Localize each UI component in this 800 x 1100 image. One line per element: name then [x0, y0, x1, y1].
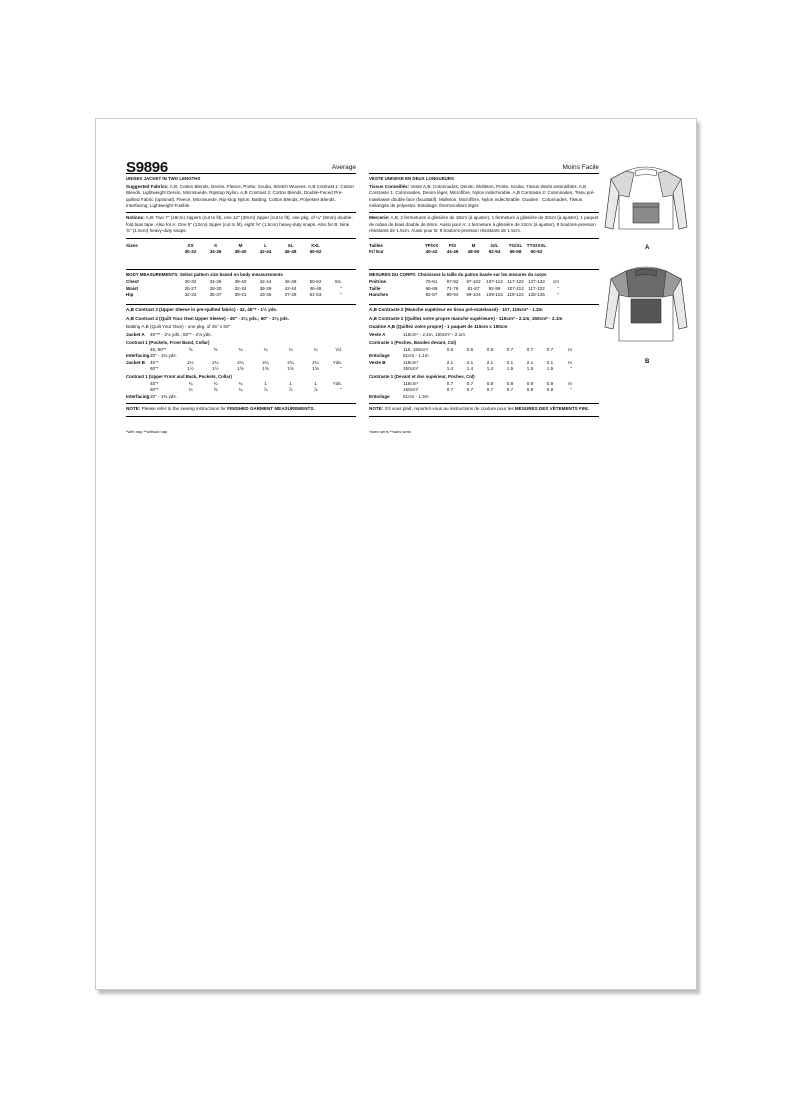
- yardage-cell: 0.7: [506, 387, 514, 393]
- size-range-cell: 40-42: [425, 249, 438, 255]
- footnote: *with nap **without nap: [126, 428, 168, 434]
- yardage-cell: 1: [264, 381, 267, 387]
- measurement-cell: 117-122: [507, 279, 524, 285]
- measurement-cell: 109-115: [486, 291, 503, 297]
- size-cell: L: [264, 242, 267, 248]
- divider: [369, 238, 599, 239]
- yardage-cell: 0.9: [546, 381, 554, 387]
- contrast1b-heading: Contrast 1 (Upper Front and Back, Pockets, Collar): [126, 373, 232, 379]
- size-range-cell: 30-32: [184, 249, 197, 255]
- fabric-width: 150cm*: [403, 387, 419, 393]
- contrast2-line: A,B Contrast 2 (Quilt Your Own Upper Sleeve) - 45" - 2⅛ yds.; 60" - 2⅛ yds.: [126, 315, 289, 321]
- measurement-cell: 107-112: [486, 279, 503, 285]
- yardage-cell: 1⅝: [262, 365, 269, 371]
- yardage-cell: 2¼: [187, 359, 194, 365]
- yardage-cell: 1½: [212, 365, 219, 371]
- batting-line: Ouatine A,B (Quiltez votre propre) - 1 paquet de 115cm x 150cm: [369, 324, 508, 330]
- yardage-cell: ⅝: [213, 387, 218, 393]
- unit-cell: ": [570, 365, 572, 371]
- size-cell: P/S: [448, 242, 457, 248]
- yardage-cell: 0.7: [486, 387, 494, 393]
- measurement-cell: 32-34: [234, 285, 247, 291]
- size-range-cell: 56-58: [509, 249, 522, 255]
- pattern-number: S9896: [126, 159, 168, 176]
- measurement-cell: 42-44: [259, 279, 272, 285]
- contrast2-line: A,B Contraste 2 (Quiltez votre propre manche supérieure) - 115cm* - 2.1m, 150cm* - 2.1m: [369, 315, 563, 321]
- unit-cell: ": [340, 291, 342, 297]
- divider: [126, 212, 356, 213]
- yardage-cell: 1.5: [506, 365, 514, 371]
- row-label: Jacket B: [126, 359, 145, 365]
- unit-cell: Yds.: [332, 359, 342, 365]
- unit-cell: ": [557, 285, 559, 291]
- fabric-width: 115, 150cm*: [403, 346, 429, 352]
- view-b-jacket-back: [605, 267, 687, 341]
- yardage-cell: ¾: [188, 387, 193, 393]
- size-cell: XS: [187, 242, 194, 248]
- fabric-width: 51cm - 1.3m: [403, 393, 429, 399]
- fabric-width: 45"*: [150, 359, 159, 365]
- yardage-cell: 1: [289, 381, 292, 387]
- yardage-cell: 2.1: [446, 359, 454, 365]
- yardage-cell: 0.7: [526, 346, 534, 352]
- yardage-cell: ¾: [238, 387, 243, 393]
- measurement-cell: 127-132: [528, 279, 545, 285]
- yardage-cell: 0.6: [446, 346, 454, 352]
- fabrics-label: Tissus Conseillés:: [369, 183, 410, 189]
- body-measurements-table: [369, 279, 599, 298]
- fabric-width: 20" - 1⅜ yds.: [150, 353, 177, 359]
- yardage-cell: 2.1: [486, 359, 494, 365]
- divider: [369, 269, 599, 270]
- measurement-cell: 119-124: [507, 291, 524, 297]
- yardage-table: [369, 381, 599, 400]
- yardage-table: [126, 381, 356, 400]
- jacket-a-label: Jacket A: [126, 331, 145, 337]
- body-measurements-heading: BODY MEASUREMENTS: Select pattern size based on body measurements: [126, 271, 283, 277]
- measurement-cell: 39-41: [234, 291, 247, 297]
- unit-cell: ": [340, 365, 342, 371]
- english-column: [126, 159, 356, 434]
- body-measurements-heading: MESURES DU CORPS: Choisissez la taille du patron basée sur les mesures du corps: [369, 271, 547, 277]
- size-cell: TTG/XXL: [526, 242, 547, 248]
- note-paragraph: [369, 406, 599, 412]
- yardage-cell: ⅞: [313, 387, 318, 393]
- jacket-a-text: 115cm* - 2.4m, 150cm* - 2.1m: [403, 331, 465, 337]
- yardage-cell: 0.7: [546, 346, 554, 352]
- row-label: Hip: [126, 291, 134, 297]
- notions-paragraph: [126, 215, 356, 234]
- yardage-cell: ¾: [238, 381, 243, 387]
- divider: [126, 304, 356, 305]
- yardage-cell: 0.6: [466, 346, 474, 352]
- view-a-label: A: [645, 245, 650, 251]
- fabric-width: 51cm - 1.1m: [403, 353, 429, 359]
- note-label: NOTE:: [126, 406, 141, 412]
- yardage-cell: 2¼: [212, 359, 219, 365]
- unit-cell: Yd.: [335, 346, 342, 352]
- divider: [369, 304, 599, 305]
- yardage-cell: 0.7: [506, 346, 514, 352]
- yardage-cell: 2¼: [312, 359, 319, 365]
- title-row: [369, 159, 599, 174]
- measurement-cell: 82-87: [425, 291, 438, 297]
- sizes-header: [126, 243, 356, 256]
- fabric-width: 115cm*: [403, 381, 419, 387]
- yardage-cell: 0.8: [526, 387, 534, 393]
- yardage-cell: ¾: [313, 346, 318, 352]
- size-cell: G/L: [490, 242, 499, 248]
- yardage-cell: 1.5: [546, 365, 554, 371]
- yardage-cell: 1.5: [526, 365, 534, 371]
- row-label: Entoilage: [369, 393, 390, 399]
- divider: [126, 416, 356, 417]
- measurement-cell: 26-27: [184, 285, 197, 291]
- yardage-table: [126, 347, 356, 373]
- note-text: S'il vous plaît, reportez-vous au instructions de couture pour les: [384, 406, 514, 412]
- fabric-width: 45"*: [150, 381, 159, 387]
- measurement-cell: 36-39: [259, 285, 272, 291]
- unit-cell: ": [570, 387, 572, 393]
- measurement-cell: 28-30: [209, 285, 222, 291]
- sizes-label: Sizes: [126, 242, 138, 248]
- notions-text: A,B: 2 fermetures à glissière de 18cm (à ajuster), 1 fermeture à glissière de 30cm (à ajuster), 1 paquet de ruban de biais double de 6mm. Aussi pour A: 1 fermeture à glissière de 13cm (à ajuster), 8 boutons-pression résistants de 1.5cm. Aussi pour B: 9 boutons-pression résistants de 1.5cm.: [369, 215, 599, 234]
- note-bold: MESURES DES VÊTEMENTS FINI.: [514, 406, 589, 412]
- contrast2-line: A,B Contrast 2 (Upper Sleeve in pre-quilted fabric) - 42, 45"* - 1½ yds.: [126, 307, 278, 313]
- measurement-cell: 50-52: [309, 279, 322, 285]
- yardage-cell: 1.4: [486, 365, 494, 371]
- measurement-cell: 107-112: [507, 285, 524, 291]
- yardage-cell: 2.1: [526, 359, 534, 365]
- yardage-cell: 2.1: [506, 359, 514, 365]
- yardage-cell: 2.1: [466, 359, 474, 365]
- measurement-cell: 46-48: [309, 285, 322, 291]
- measurement-cell: 30-32: [184, 279, 197, 285]
- fabric-width: 115cm*: [403, 359, 419, 365]
- measurement-cell: 97-102: [466, 279, 481, 285]
- yardage-cell: 2¼: [262, 359, 269, 365]
- yardage-cell: 0.7: [466, 387, 474, 393]
- unit-cell: m: [568, 346, 572, 352]
- measurement-cell: 32-34: [184, 291, 197, 297]
- contrast1-heading: Contraste 1 (Poches, Bandes devant, Col): [369, 339, 457, 345]
- size-cell: TG/XL: [508, 242, 523, 248]
- size-range-cell: 60-62: [530, 249, 543, 255]
- jacket-a-row: [369, 332, 599, 338]
- yardage-cell: 2¼: [237, 359, 244, 365]
- row-label: Waist: [126, 285, 139, 291]
- yardage-cell: ¾: [188, 381, 193, 387]
- fabrics-text: Veste A,B: Cotonnades, Denim, Molleton, Ponte, Scuba, Tissus tissés extensibles. A,B Contraste 1: Cotonnades, Denim léger, Microfibre, Nylon indéchirable. A,B Contraste 2: Cotonnades, Tissu pré-matelassé double face (facultatif), Molleton, Microfibre, Nylon indéchirable. Ouatine : Cotonnades, Tissus mélangés de polyester. Entoilage: thermocollant léger.: [369, 183, 595, 208]
- fabrics-label: Suggested Fabrics:: [126, 183, 169, 189]
- unit-cell: ": [340, 285, 342, 291]
- fabric-width: 45, 60"*: [150, 346, 167, 352]
- fabric-width: 60"*: [150, 387, 159, 393]
- size-range-cell: 50-52: [309, 249, 322, 255]
- measurement-cell: 71-76: [446, 285, 459, 291]
- yardage-cell: 1⅝: [312, 365, 319, 371]
- size-cell: M: [238, 242, 243, 248]
- yardage-cell: 1.4: [466, 365, 474, 371]
- measurement-cell: 76-81: [425, 279, 438, 285]
- size-range-cell: 44-46: [446, 249, 459, 255]
- measurement-cell: 38-40: [234, 279, 247, 285]
- unit-cell: ": [557, 291, 559, 297]
- yardage-cell: 0.7: [466, 381, 474, 387]
- row-label: Poitrine: [369, 279, 387, 285]
- contrast1-heading: Contrast 1 (Pockets, Front Band, Collar): [126, 339, 210, 345]
- size-cell: XXL: [311, 242, 320, 248]
- yardage-cell: 1⅝: [287, 365, 294, 371]
- row-label: [369, 366, 403, 372]
- yardage-cell: 1: [314, 381, 317, 387]
- measurement-cell: 51-53: [309, 291, 322, 297]
- notions-text: A,B: Two 7" (18cm) zippers (cut to fit), one 12" (30cm) zipper (cut to fit), one pkg. of ¼" (6mm) double-fold bias tape. Also for A: One 5" (13cm) zipper (cut to fit), eight ⅝" (1.5cm) heavy-duty snaps. Also for B: Nine ⅝" (1.5cm) heavy-duty snaps.: [126, 215, 353, 234]
- sizes-sub-label: Fr/ Eur: [369, 249, 384, 255]
- row-label: Interfacing: [126, 393, 150, 399]
- measurement-cell: 42-44: [284, 285, 297, 291]
- size-cell: S: [213, 242, 218, 248]
- fabric-width: 150cm*: [403, 365, 419, 371]
- jacket-a-row: [126, 332, 356, 338]
- row-label: [126, 366, 150, 372]
- divider: [126, 269, 356, 270]
- size-cell: TP/XS: [424, 242, 439, 248]
- yardage-cell: 2¼: [287, 359, 294, 365]
- yardage-cell: ⅝: [213, 346, 218, 352]
- divider: [126, 403, 356, 404]
- fabric-width: 60"*: [150, 365, 159, 371]
- yardage-cell: 0.6: [486, 346, 494, 352]
- body-measurements-table: [126, 279, 356, 298]
- yardage-cell: ¾: [213, 381, 218, 387]
- row-label: Veste B: [369, 359, 386, 365]
- yardage-table: [369, 347, 599, 373]
- divider: [369, 212, 599, 213]
- note-text: Please refer to the sewing instructions for: [141, 406, 226, 412]
- yardage-cell: ¾: [288, 346, 293, 352]
- contrast1b-heading: Contraste 1 (Devant et dos supérieur, Poches, Col): [369, 373, 475, 379]
- size-range-cell: 34-36: [209, 249, 222, 255]
- garment-title: UNISEX JACKET IN TWO LENGTHS: [126, 175, 201, 181]
- measurement-cell: 117-122: [528, 285, 545, 291]
- measurement-cell: 128-135: [528, 291, 545, 297]
- pattern-envelope-back: [95, 118, 697, 990]
- yardage-cell: 2.1: [546, 359, 554, 365]
- unit-cell: cm: [552, 279, 559, 285]
- measurement-cell: 47-49: [284, 291, 297, 297]
- unit-cell: Yds.: [332, 381, 342, 387]
- size-cell: M: [471, 242, 476, 248]
- yardage-cell: 1.4: [446, 365, 454, 371]
- unit-cell: ": [340, 387, 342, 393]
- yardage-cell: ⅝: [188, 346, 193, 352]
- fabric-width: 20" - 1⅜ yds.: [150, 393, 177, 399]
- yardage-cell: 0.9: [526, 381, 534, 387]
- measurement-cell: 34-36: [209, 279, 222, 285]
- footnote: *avec sens **sans sens: [369, 428, 411, 434]
- measurement-cell: 92-99: [488, 285, 501, 291]
- skill-level: Moins Facile: [562, 163, 599, 171]
- jacket-a-text: 45"** - 2⅛ yds.; 60"* - 2⅛ yds.: [150, 331, 212, 337]
- measurement-cell: 89-94: [446, 291, 459, 297]
- yardage-cell: 0.7: [446, 381, 454, 387]
- row-label: Taille: [369, 285, 381, 291]
- jacket-a-label: Veste A: [369, 331, 386, 337]
- measurement-cell: 99-104: [466, 291, 481, 297]
- unit-cell: m: [568, 359, 572, 365]
- measurement-cell: 87-92: [446, 279, 459, 285]
- size-range-cell: 46-48: [284, 249, 297, 255]
- unit-cell: m: [568, 381, 572, 387]
- yardage-cell: 1⅝: [237, 365, 244, 371]
- contrast2-line: A,B Contraste 2 (Manche supérieur en tissu pré-matelassé) - 107, 115cm* - 1.3m: [369, 307, 543, 313]
- fabrics-paragraph: [369, 184, 599, 210]
- yardage-cell: 1½: [187, 365, 194, 371]
- yardage-cell: 0.8: [506, 381, 514, 387]
- french-column: [369, 159, 599, 434]
- garment-title: VESTE UNISEXE EN DEUX LONGUEURS: [369, 175, 454, 181]
- measurement-cell: 81-87: [467, 285, 480, 291]
- note-bold: FINISHED GARMENT MEASUREMENTS.: [227, 406, 315, 412]
- measurement-cell: 46-48: [284, 279, 297, 285]
- notions-paragraph: [369, 215, 599, 234]
- fabrics-paragraph: [126, 184, 356, 210]
- size-range-cell: 38-40: [234, 249, 247, 255]
- view-b-label: B: [645, 359, 650, 365]
- row-label: Chest: [126, 279, 139, 285]
- row-label: Hanches: [369, 291, 389, 297]
- divider: [369, 416, 599, 417]
- title-row: [126, 159, 356, 174]
- skill-level: Average: [331, 163, 356, 171]
- yardage-cell: ¾: [238, 346, 243, 352]
- yardage-cell: 0.8: [486, 381, 494, 387]
- notions-label: Notions:: [126, 215, 145, 221]
- divider: [369, 403, 599, 404]
- size-range-cell: 52-54: [488, 249, 501, 255]
- size-range-cell: 42-44: [259, 249, 272, 255]
- batting-line: Batting A,B (Quilt Your Own) - one pkg. of 45" x 60": [126, 324, 231, 330]
- note-label: NOTE:: [369, 406, 384, 412]
- size-range-cell: 48-50: [467, 249, 480, 255]
- measurement-cell: 66-69: [425, 285, 438, 291]
- unit-cell: Ins.: [334, 279, 342, 285]
- divider: [126, 238, 356, 239]
- yardage-cell: ⅞: [288, 387, 293, 393]
- notions-label: Mercerie:: [369, 215, 390, 221]
- view-a-jacket-back: [605, 167, 687, 229]
- yardage-cell: 0.7: [446, 387, 454, 393]
- yardage-cell: ⅞: [263, 387, 268, 393]
- jacket-back-views: [601, 159, 691, 349]
- fabrics-text: A,B: Cotton Blends, Denim, Fleece, Ponte, Scuba, Stretch Wovens. A,B Contrast 1: Cotton Blends, Lightweight Denim, Microsuede, Ripstop Nylon. A,B Contrast 2: Cotton Blends, Double-Faced Pre-quilted Fabric (optional), Fleece, Microsuede, Rip-stop Nylon. Batting: Cotton Blends, Polyester Blends. Interfacing: Lightweight Fusible.: [126, 183, 354, 208]
- sizes-label: Tailles: [369, 242, 383, 248]
- size-cell: XL: [287, 242, 294, 248]
- measurement-cell: 43-45: [259, 291, 272, 297]
- row-label: Interfacing: [126, 353, 150, 359]
- yardage-cell: 0.8: [546, 387, 554, 393]
- measurement-cell: 35-37: [209, 291, 222, 297]
- note-paragraph: [126, 406, 356, 412]
- row-label: Entoilage: [369, 353, 390, 359]
- yardage-cell: ¾: [263, 346, 268, 352]
- sizes-header: [369, 243, 599, 256]
- view-illustrations: [601, 159, 691, 365]
